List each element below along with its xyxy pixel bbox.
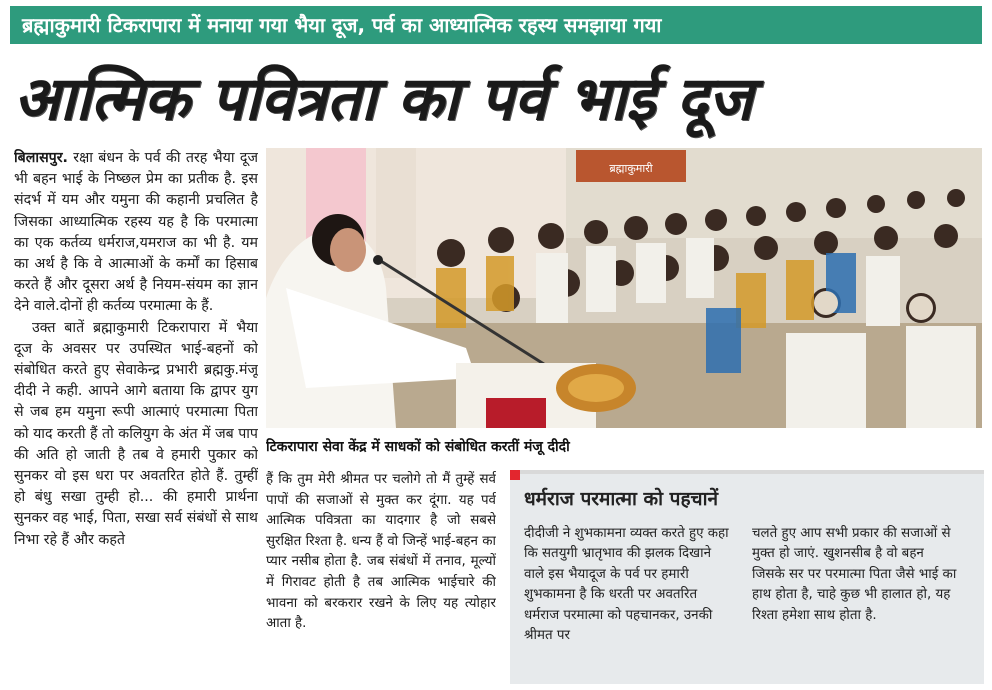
headline: आत्मिक पवित्रता का पर्व भाई दूज (14, 64, 753, 134)
sidebar-column-2: चलते हुए आप सभी प्रकार की सजाओं से मुक्त हो जाएं. खुशनसीब है वो बहन जिसके सर पर परमात्मा पिता जैसे भाई का हाथ होता है, चाहे कुछ भी हालात हो, यह रिश्ता हमेशा साथ होता है. (752, 526, 957, 623)
paragraph-1-text: रक्षा बंधन के पर्व की तरह भैया दूज भी बहन भाई के निष्छल प्रेम का प्रतीक है. इस संदर्भ में यम और यमुना की कहानी प्रचलित है जिसका आध्यात्मिक रहस्य यह है कि परमात्मा का एक कर्तव्य धर्मराज,यमराज का भी है. यम का अर्थ है कि वे आत्माओं के कर्मों का हिसाब करते हैं और दूसरा अर्थ है नियम-संयम का ज्ञान देने वाले.दोनों ही कर्तव्य परमात्मा के हैं. (14, 150, 258, 315)
sidebar-rule (510, 470, 984, 474)
sidebar-column-1: दीदीजी ने शुभकामना व्यक्त करते हुए कहा कि सतयुगी भ्रातृभाव की झलक दिखाने वाले इस भैयादूज के पर्व पर हमारी शुभकामना है कि धरती पर अवतरित धर्मराज परमात्मा को पहचानकर, उनकी श्रीमत पर (524, 526, 729, 644)
sidebar-box (510, 470, 984, 684)
article-column-mid: हैं कि तुम मेरी श्रीमत पर चलोगे तो मैं तुम्हें सर्व पापों की सजाओं से मुक्त कर दूंगा. यह पर्व आत्मिक पवित्रता का यादगार है जो सबसे सुरक्षित रिश्ता है. धन्य हैं वो जिन्हें भाई-बहन का प्यार नसीब होता है. जब संबंधों में तनाव, मूल्यों में गिरावट होती है तब आत्मिक भाईचारे की भावना को बरकरार रखने के लिए यह त्योहार आता है. (266, 472, 496, 632)
banner-text: ब्रह्माकुमारी (609, 162, 653, 175)
kicker-text: ब्रह्माकुमारी टिकरापारा में मनाया गया भैया दूज, पर्व का आध्यात्मिक रहस्य समझाया गया (22, 13, 662, 37)
article-paragraph (14, 148, 258, 318)
dateline: बिलासपुर. (14, 150, 68, 166)
kicker-strap (10, 6, 982, 44)
paragraph-2: उक्त बातें ब्रह्माकुमारी टिकरापारा में भैया दूज के अवसर पर उपस्थित भाई-बहनों को संबोधित करते हुए सेवाकेन्द्र प्रभारी ब्रह्मकु.मंजू दीदी ने कही. आपने आगे बताया कि द्वापर युग से जब हम यमुना रूपी आत्माएं परमात्मा पिता को याद करती हैं तो कलियुग के अंत में जब पाप की अति हो जाती है तब वे हमारी पुकार को सुनकर वो इस धरा पर अवतरित होते हैं. तुम्हीं हो बंधु सखा तुम्ही हो... की हमारी प्रार्थना सुनकर वह भाई, पिता, सखा सर्व संबंधों से साथ निभा रहे हैं और कहते (14, 319, 258, 548)
sidebar-title: धर्मराज परमात्मा को पहचानें (524, 488, 719, 510)
photo-caption: टिकरापारा सेवा केंद्र में साधकों को संबोधित करतीं मंजू दीदी (266, 439, 570, 455)
sidebar-marker (510, 470, 520, 480)
event-photo-illustration (266, 148, 982, 428)
event-photo (266, 148, 982, 428)
article-column-left (14, 148, 258, 684)
